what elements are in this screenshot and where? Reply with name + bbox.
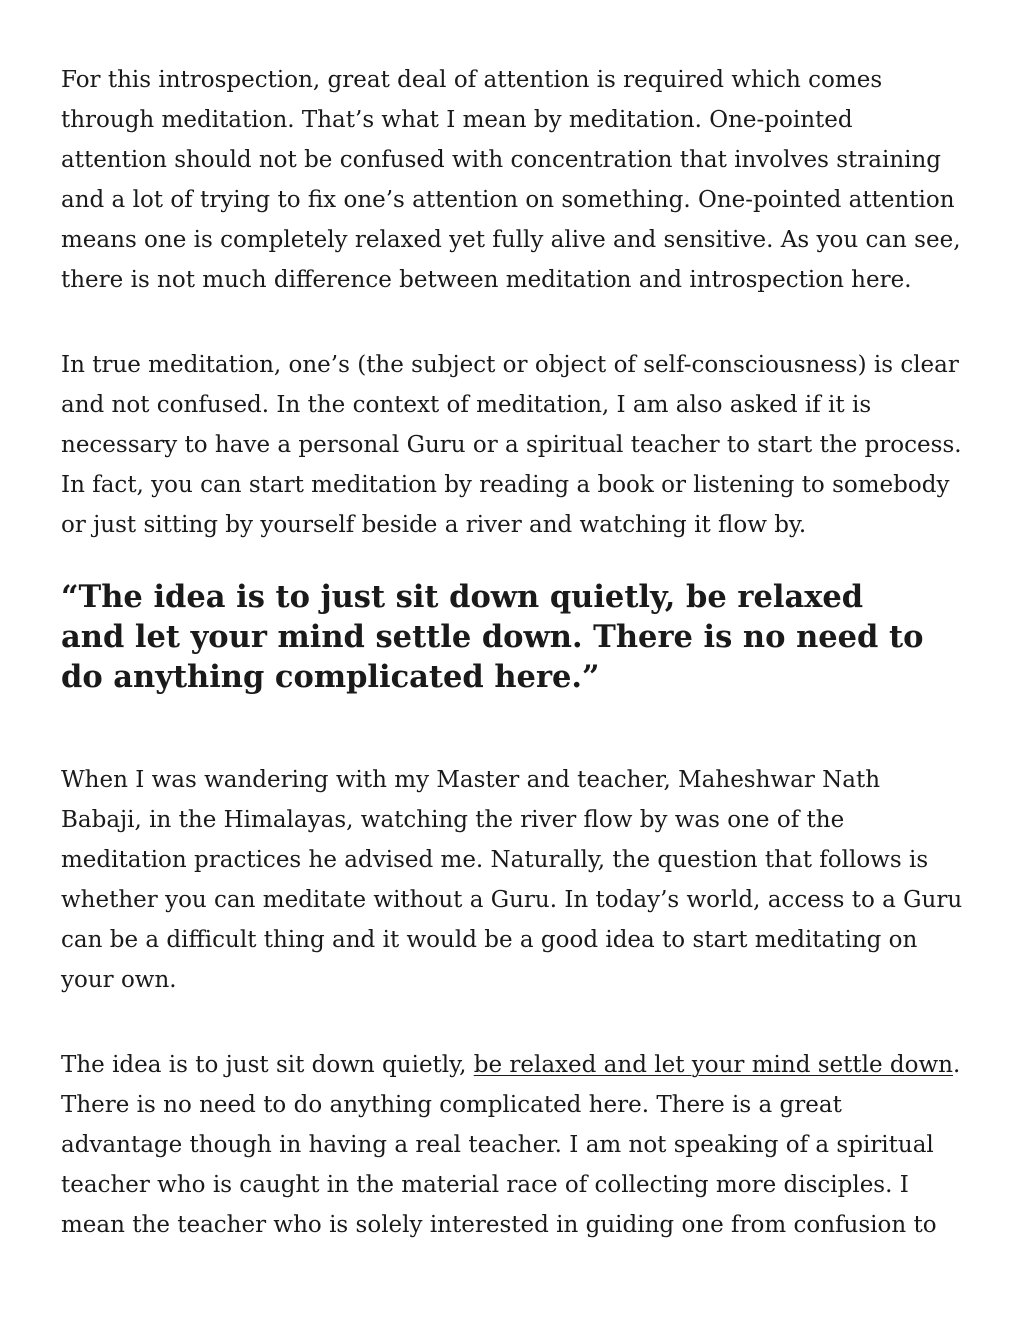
- text-line: or just sitting by yourself beside a river and watching it flow by.: [61, 512, 807, 538]
- text-line: there is not much difference between meditation and introspection here.: [61, 267, 912, 293]
- paragraph-himalayas: [61, 760, 971, 1000]
- pull-quote: [61, 577, 971, 697]
- text-line: teacher who is caught in the material race of collecting more disciples. I: [61, 1172, 909, 1198]
- text-line: Babaji, in the Himalayas, watching the river flow by was one of the: [61, 807, 845, 833]
- text-line: can be a difficult thing and it would be a good idea to start meditating on: [61, 927, 918, 953]
- relaxed-mind-link[interactable]: be relaxed and let your mind settle down: [473, 1052, 953, 1078]
- text-line: meditation practices he advised me. Naturally, the question that follows is: [61, 847, 929, 873]
- text-line: and a lot of trying to fix one’s attention on something. One-pointed attention: [61, 187, 955, 213]
- text-line: In true meditation, one’s (the subject or object of self-consciousness) is clear: [61, 352, 959, 378]
- pull-quote-line: do anything complicated here.”: [61, 659, 600, 695]
- text-line: necessary to have a personal Guru or a spiritual teacher to start the process.: [61, 432, 962, 458]
- text-line: In fact, you can start meditation by reading a book or listening to somebody: [61, 472, 950, 498]
- text-line: your own.: [61, 967, 177, 993]
- text-line: attention should not be confused with concentration that involves straining: [61, 147, 942, 173]
- pull-quote-line: and let your mind settle down. There is no need to: [61, 619, 924, 655]
- text-line: advantage though in having a real teacher. I am not speaking of a spiritual: [61, 1132, 934, 1158]
- paragraph-teacher: [61, 1045, 971, 1245]
- text-line: When I was wandering with my Master and teacher, Maheshwar Nath: [61, 767, 881, 793]
- article-body: [61, 60, 971, 1245]
- text-line: mean the teacher who is solely interested in guiding one from confusion to: [61, 1212, 937, 1238]
- text-line: For this introspection, great deal of attention is required which comes: [61, 67, 883, 93]
- link-trail-text: .: [952, 1052, 961, 1078]
- paragraph-true-meditation: [61, 345, 971, 545]
- text-line: There is no need to do anything complicated here. There is a great: [61, 1092, 842, 1118]
- text-line: through meditation. That’s what I mean by meditation. One-pointed: [61, 107, 853, 133]
- text-line: and not confused. In the context of meditation, I am also asked if it is: [61, 392, 872, 418]
- link-lead-text: The idea is to just sit down quietly,: [61, 1052, 474, 1078]
- pull-quote-line: “The idea is to just sit down quietly, be relaxed: [61, 579, 864, 615]
- text-line: [61, 1045, 971, 1085]
- text-line: whether you can meditate without a Guru. In today’s world, access to a Guru: [61, 887, 963, 913]
- text-line: means one is completely relaxed yet fully alive and sensitive. As you can see,: [61, 227, 961, 253]
- paragraph-introspection: [61, 60, 971, 300]
